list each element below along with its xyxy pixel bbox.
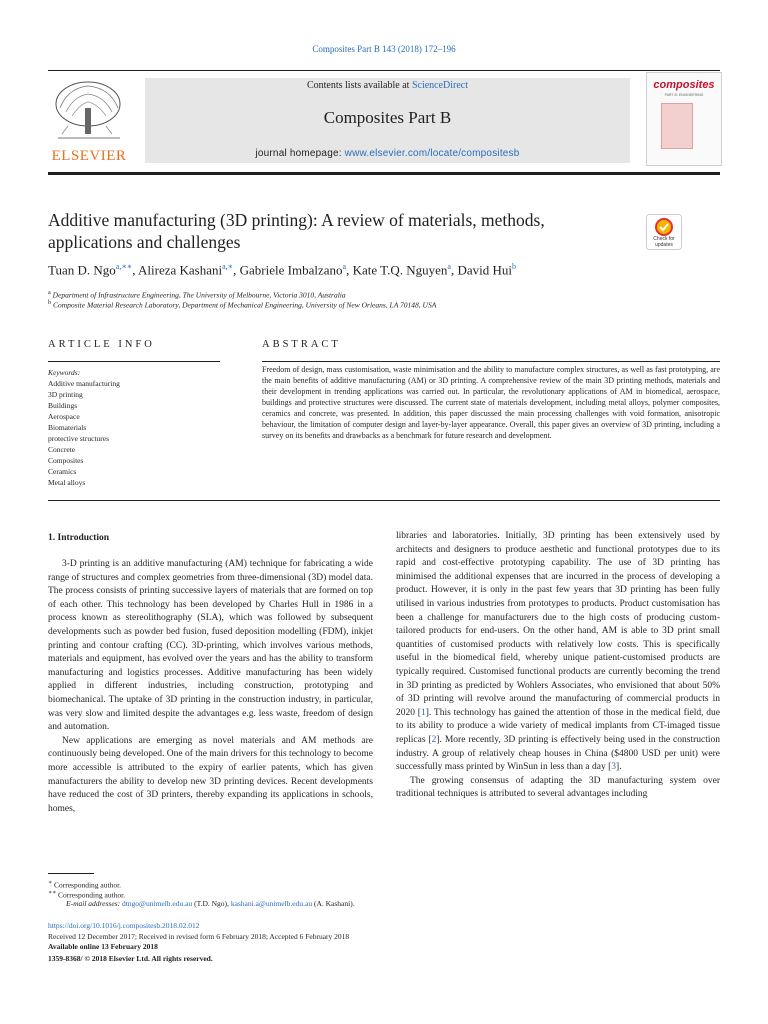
elsevier-logo	[48, 78, 130, 166]
body-paragraph: The growing consensus of adapting the 3D manufacturing system over traditional techniques is attributed to several advantages including	[396, 775, 720, 800]
footnote-text: Corresponding author.	[58, 890, 126, 900]
journal-cover-thumbnail[interactable]	[646, 72, 722, 166]
check-updates-label: Check for updates	[653, 236, 675, 248]
author-affil-mark[interactable]: a	[342, 262, 347, 271]
abstract-rule	[262, 361, 720, 362]
body-column-left	[48, 558, 373, 816]
affiliation-text: Department of Infrastructure Engineering, The University of Melbourne, Victoria 3010, Australia	[52, 290, 346, 300]
keyword: Composites	[48, 456, 84, 465]
check-for-updates-badge[interactable]	[646, 214, 682, 250]
keyword: Aerospace	[48, 412, 80, 421]
footnote-mark: ∗∗	[48, 890, 57, 896]
author-affil-mark[interactable]: b	[511, 262, 516, 271]
paragraph-text: ].	[616, 762, 622, 773]
cover-title: composites	[653, 79, 715, 91]
affiliation-b	[48, 299, 728, 310]
keyword: Additive manufacturing	[48, 379, 120, 388]
elsevier-wordmark: ELSEVIER	[51, 148, 127, 164]
keyword: Buildings	[48, 401, 78, 410]
homepage-prefix: journal homepage:	[255, 148, 345, 159]
cover-image	[661, 103, 693, 149]
reference-link[interactable]: 3	[611, 762, 617, 773]
keyword: Metal alloys	[48, 478, 86, 487]
footnote-mark: ∗	[48, 880, 53, 886]
keyword: protective structures	[48, 434, 110, 443]
author-name: Alireza Kashani	[138, 262, 223, 278]
available-online: Available online 13 February 2018	[48, 942, 158, 951]
keyword: 3D printing	[48, 390, 83, 399]
header-rule	[48, 70, 720, 71]
affiliation-mark: a	[48, 289, 51, 296]
reference-link[interactable]: 2	[431, 734, 437, 745]
keyword: Biomaterials	[48, 423, 87, 432]
article-info-heading: ARTICLE INFO	[48, 339, 155, 350]
body-paragraph: 3-D printing is an additive manufacturing (AM) technique for fabricating a wide range of structures and complex geometries from three-dimensional (3D) model data. The process consists of printing successive layers of materials that are formed on top of each other. This technology has been developed by Charles Hull in 1986 in a process known as stereolithography (SLA), which was followed by subsequent developments such as powder bed fusion, fused deposition modelling (FDM), inkjet printing and contour crafting (CC). 3D-printing, which involves various methods, materials and equipment, has evolved over the years and has the ability to transform manufacturing and logistics processes. Additive manufacturing has been widely applied in different industries, including construction, prototyping and biomechanical. The uptake of 3D printing in the construction industry, in particular, was very slow and limited despite the advantages e.g. less waste, freedom of design and automation.	[48, 559, 373, 733]
abstract-text: Freedom of design, mass customisation, waste minimisation and the ability to manufacture complex structures, as well as fast prototyping, are the main benefits of additive manufacturing (AM) or 3D printing. A comprehensive review of the main 3D printing methods, materials and their development in trending applications was carried out. In particular, the revolutionary applications of AM in biomedical, aerospace, buildings and protective structures were discussed. The current state of materials development, including metal alloys, polymer composites, ceramics and concrete, was presented. In addition, this paper discussed the main processing challenges with void formation, anisotropic behaviour, the limitation of computer design and layer-by-layer appearance. Overall, this paper gives an overview of 3D printing, including a survey on its benefits and drawbacks as a benchmark for future research and development.	[262, 365, 720, 440]
homepage-line	[145, 148, 630, 159]
keywords-list	[48, 378, 120, 488]
paragraph-text: ]. More recently, 3D printing is effectively being used in the construction industry. A group of relatively cheap houses in China ($4800 USD per unit) were successfully mass printed by WinSun in less than a day [	[396, 734, 720, 773]
affiliation-a	[48, 289, 728, 300]
keywords-label: Keywords:	[48, 368, 81, 377]
reference-link[interactable]: 1	[420, 707, 426, 718]
keyword: Ceramics	[48, 467, 77, 476]
keyword: Concrete	[48, 445, 76, 454]
banner-rule	[48, 172, 720, 175]
footnote-corr1	[48, 879, 121, 890]
author-name: Gabriele Imbalzano	[239, 262, 343, 278]
abstract-bottom-rule	[48, 500, 720, 501]
author-name: Tuan D. Ngo	[48, 262, 116, 278]
author-list: Tuan D. Ngo$^{a,∗∗}$, Alireza Kashani$^{a,∗}$, Gabriele Imbalzano$^a$, Kate T.Q. Nguyen$^a$, David Hui$^b$	[48, 262, 516, 278]
author-name: David Hui	[457, 262, 512, 278]
email-link[interactable]: kashani.a@unimelb.edu.au	[230, 899, 313, 908]
copyright-line: 1359-8368/ © 2018 Elsevier Ltd. All rights reserved.	[48, 954, 213, 963]
journal-title: Composites Part B	[323, 108, 452, 127]
footnote-rule	[48, 873, 94, 874]
journal-banner	[48, 78, 720, 170]
paragraph-text: libraries and laboratories. Initially, 3D printing has been extensively used by architects and designers to produce aesthetic and functional prototypes due to its rapid and cost-effective prototyping capability. The use of 3D printing has minimised the additional expenses that are incurred in the process of developing a product. However, it is only in the past few years that 3D printing has been fully utilised in various industries from prototypes to products. Product customisation has been a challenge for manufacturers due to the high costs of producing custom-tailored products for end-users. On the other hand, AM is able to 3D print small quantities of customised products with relatively low costs. This is specifically useful in the biomedical field, whereby unique patient-customised products are typically required. Customised functional products are currently becoming the trend in 3D printing as predicted by Wohlers Associates, who envisioned that about 50% of 3D printing will revolve around the manufacturing of commercial products in 2020 [	[396, 531, 720, 718]
paragraph-text: ]. This technology has gained the attention of those in the medical field, due to its ability to produce a wide variety of medical implants from CT-imaged tissue replicas [	[396, 707, 720, 745]
received-dates: Received 12 December 2017; Received in revised form 6 February 2018; Accepted 6 February 2018	[48, 932, 350, 941]
footnote-emails	[66, 899, 355, 908]
footnote-text: Corresponding author.	[53, 880, 122, 890]
author-affil-mark[interactable]: a,∗∗	[115, 262, 133, 271]
author-name: Kate T.Q. Nguyen	[352, 262, 448, 278]
email-link[interactable]: dtngo@unimelb.edu.au	[121, 899, 193, 908]
homepage-link[interactable]: www.elsevier.com/locate/compositesb	[344, 148, 520, 159]
email-label: E-mail addresses:	[66, 899, 121, 908]
email-owner: (T.D. Ngo),	[192, 899, 231, 908]
journal-citation[interactable]: Composites Part B 143 (2018) 172–196	[312, 44, 456, 54]
journal-info-box	[145, 78, 630, 163]
body-paragraph	[396, 530, 720, 775]
contents-prefix: Contents lists available at	[306, 80, 412, 91]
author-affil-mark[interactable]: a	[447, 262, 451, 271]
body-column-right	[396, 530, 720, 802]
email-owner: (A. Kashani).	[312, 899, 355, 908]
section-heading-introduction: 1. Introduction	[48, 533, 110, 543]
affiliation-mark: b	[48, 299, 52, 306]
body-paragraph: New applications are emerging as novel materials and AM methods are continuously being developed. One of the main drivers for this technology to become more accessible is attributed to the expiry of earlier patents, which has given manufacturers the ability to develop new 3D printing devices. Recent developments have reduced the cost of 3D printers, thereby expanding its applications in schools, homes,	[48, 735, 373, 814]
sciencedirect-link[interactable]: ScienceDirect	[411, 80, 469, 91]
article-title: Additive manufacturing (3D printing): A review of materials, methods, applications and challenges	[48, 210, 545, 252]
doi-link[interactable]: https://doi.org/10.1016/j.compositesb.2018.02.012	[48, 921, 200, 930]
cover-subtitle: PART B: ENGINEERING	[664, 93, 704, 97]
author-affil-mark[interactable]: a,∗	[222, 262, 234, 271]
affiliation-text: Composite Material Research Laboratory, Department of Mechanical Engineering, University of New Orleans, LA 70148, USA	[53, 300, 437, 310]
footnote-corr2	[48, 889, 125, 900]
contents-line	[145, 80, 630, 91]
article-info-rule	[48, 361, 220, 362]
abstract-heading: ABSTRACT	[262, 339, 341, 350]
